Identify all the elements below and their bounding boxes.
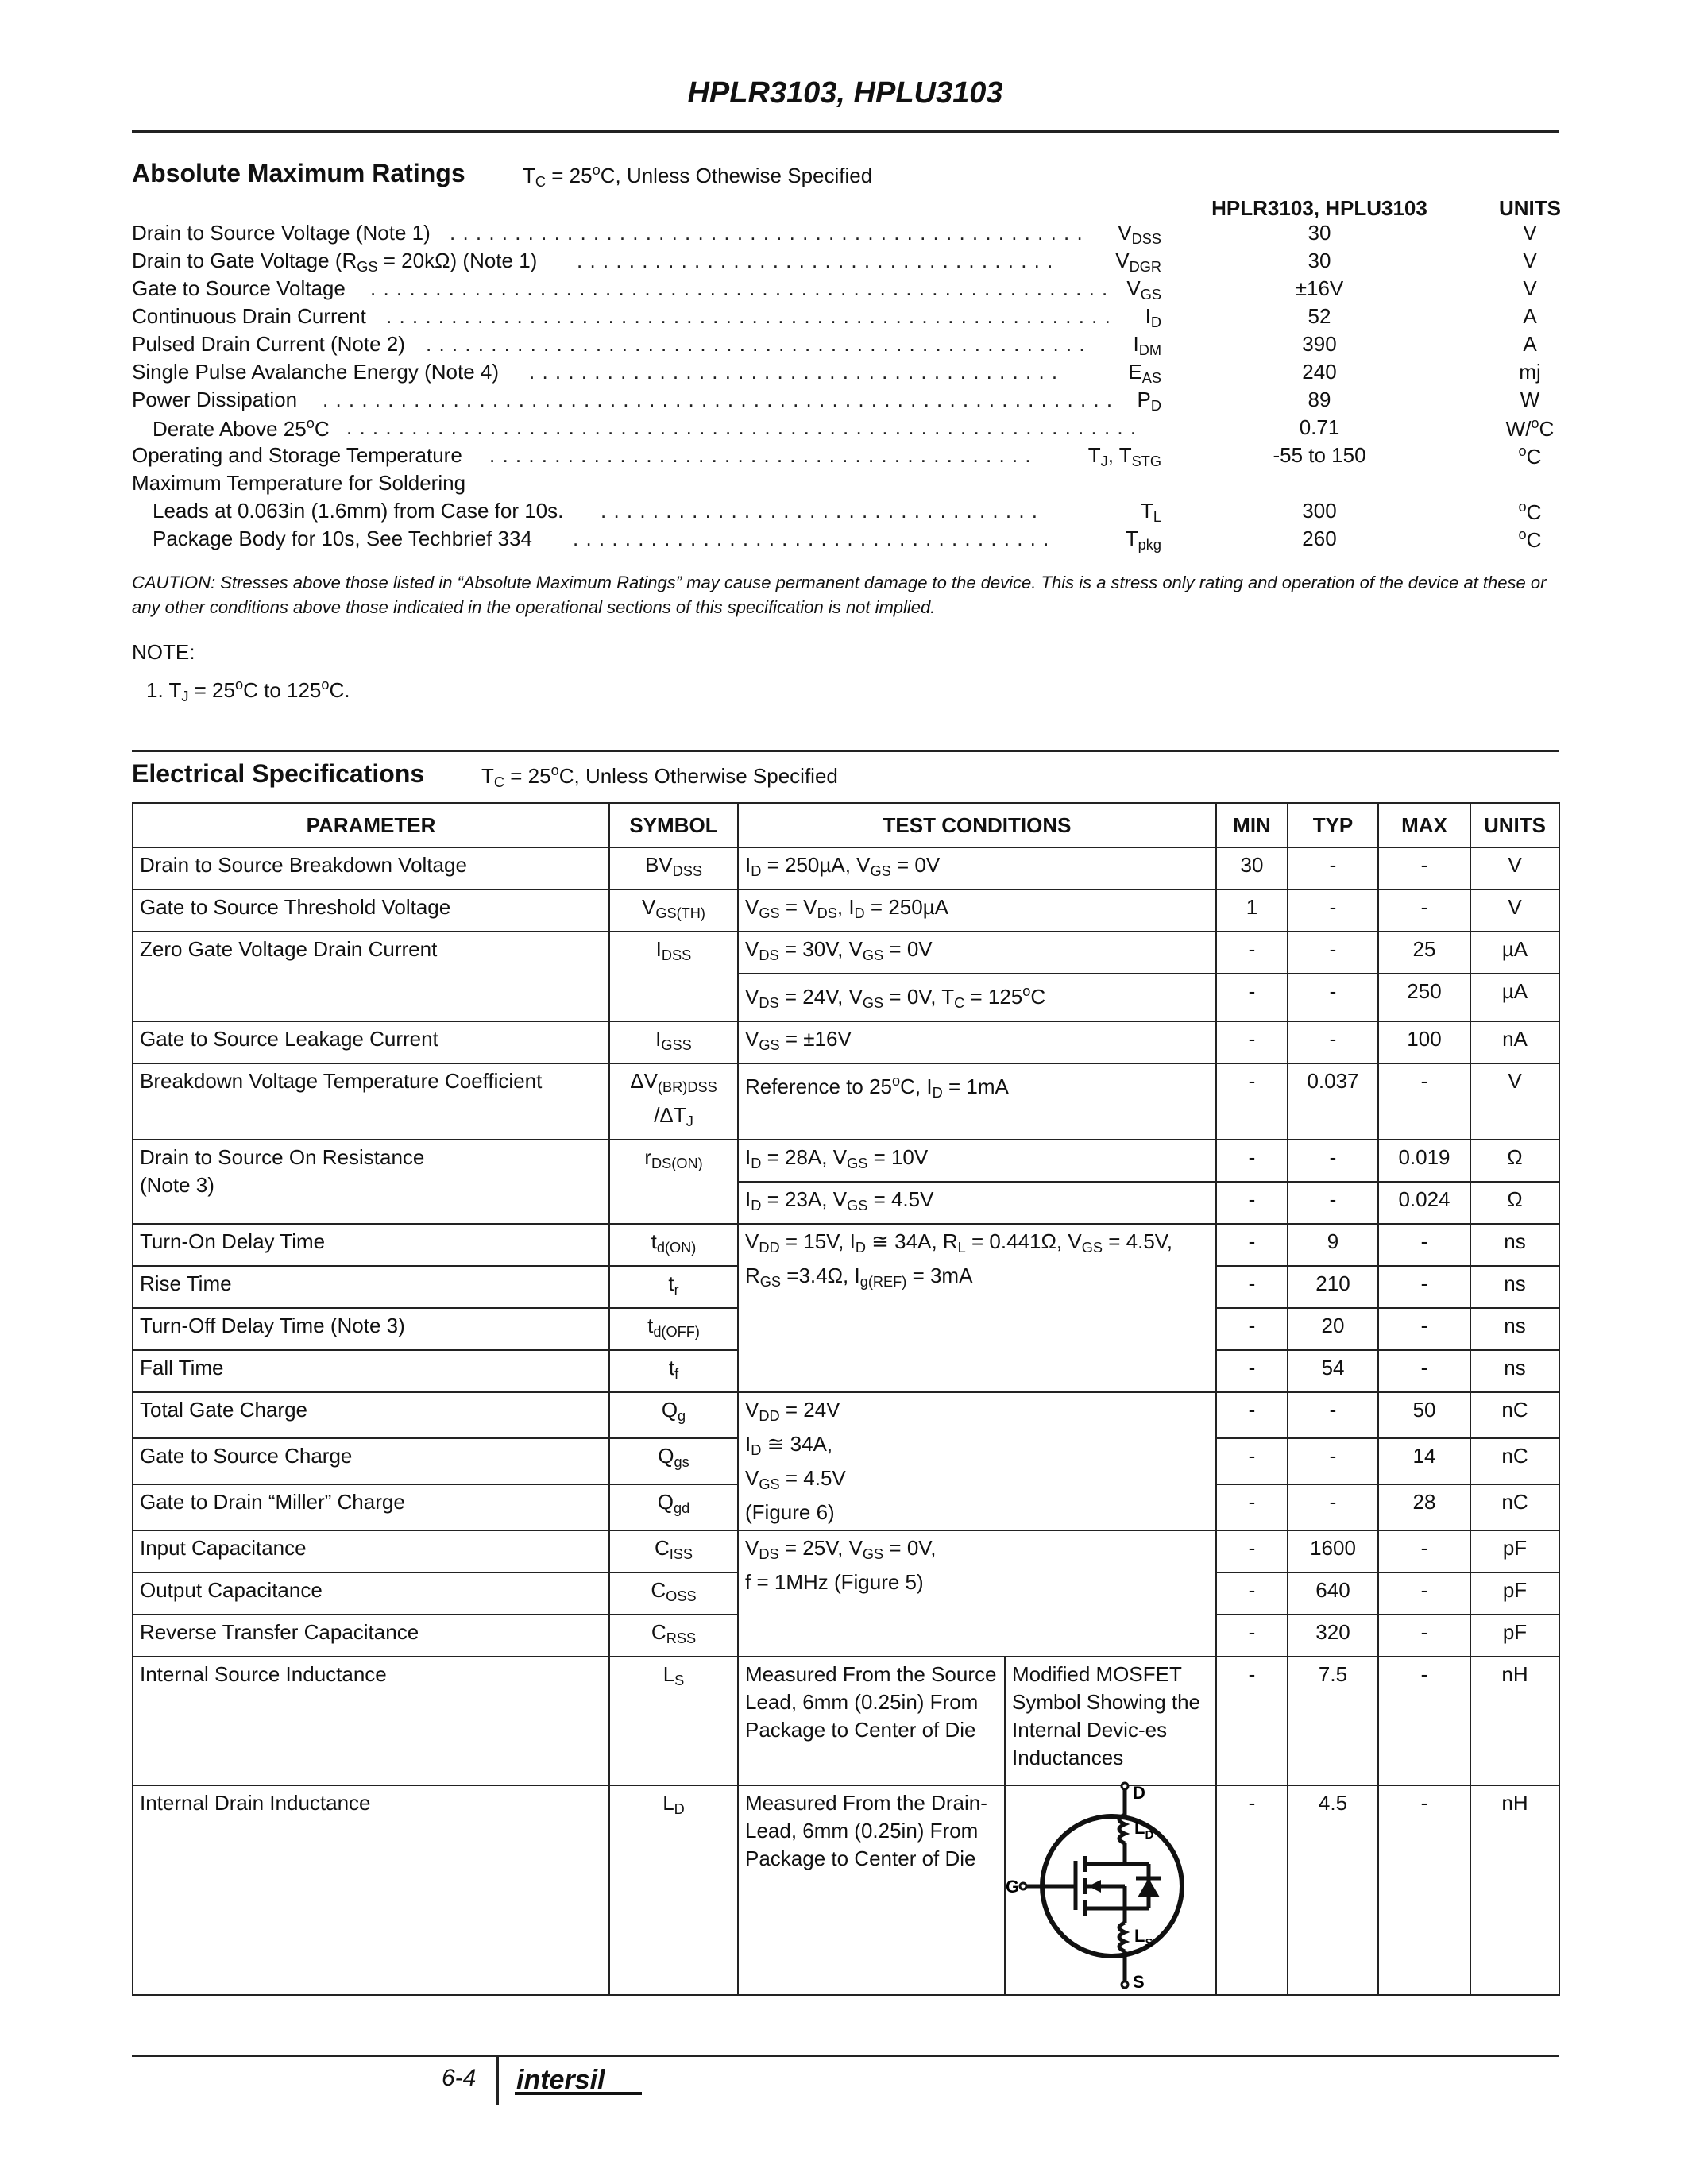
typ-cell: 0.037 [1288,1063,1378,1140]
amr-row: Drain to Gate Voltage $(R_{GS} = 20k\Omega)$ (Note 1) . . . . . . . . . . . . . . . . . . . . . . . . . . . . . . . . . . . . . $V_{DGR}$ 30 V [132,249,1559,276]
min-cell: - [1216,1063,1288,1140]
condition-cell [738,1657,1216,1785]
amr-label: Gate to Source Voltage [132,276,346,300]
table-row [133,1063,1559,1140]
max-cell: 0.019 [1378,1140,1470,1182]
amr-value: ±16V [1295,276,1344,300]
mosfet-label-s: S [1133,1972,1145,1992]
min-cell: - [1216,1182,1288,1224]
amr-unit: mj [1519,360,1541,384]
max-cell: - [1378,1657,1470,1785]
max-cell: - [1378,1266,1470,1308]
amr-value: 30 [1308,249,1331,272]
note-label: NOTE: [132,640,195,664]
unit-cell: V [1470,889,1559,932]
col-header: MAX [1378,803,1470,847]
amr-value: 300 [1302,499,1337,523]
typ-cell: 54 [1288,1350,1378,1392]
amr-title: Absolute Maximum Ratings [132,159,465,187]
table-row [133,1140,1559,1182]
amr-label: Maximum Temperature for Soldering [132,471,466,495]
param-cell: Turn-On Delay Time [133,1224,609,1266]
symbol-cell: $Q_g$ [609,1392,738,1438]
condition-cell: $V_{DD} = 24V$ $I_D$ ≅ 34A, $V_{GS} = 4.5V$ (Figure 6) [738,1392,1216,1530]
min-cell: - [1216,1657,1288,1785]
typ-cell: 1600 [1288,1530,1378,1572]
typ-cell: 20 [1288,1308,1378,1350]
col-header: SYMBOL [609,803,738,847]
param-cell: Fall Time [133,1350,609,1392]
amr-label: Power Dissipation [132,388,298,411]
typ-cell: - [1288,1392,1378,1438]
condition-cell [738,1785,1216,1995]
typ-cell: 7.5 [1288,1657,1378,1785]
amr-symbol: $V_{GS}$ [1126,276,1161,303]
amr-label: Drain to Source Voltage (Note 1) [132,221,431,245]
unit-cell: Ω [1470,1140,1559,1182]
symbol-cell: $\Delta V_{(BR)DSS}$ $/\Delta T_J$ [609,1063,738,1140]
unit-cell: pF [1470,1530,1559,1572]
max-cell: - [1378,1063,1470,1140]
unit-cell: µA [1470,974,1559,1021]
symbol-cell: $C_{OSS}$ [609,1572,738,1615]
amr-row: Derate Above 25$^o$C . . . . . . . . . . . . . . . . . . . . . . . . . . . . . . . . . . . . . . . . . . . . . . . . . . . . . . . . . . . . . 0.71 W/$^o$C [132,415,1559,443]
condition-cell: $V_{DS} = 25V$, $V_{GS} = 0V$, f = 1MHz (Figure 5) [738,1530,1216,1657]
amr-row: Operating and Storage Temperature . . . . . . . . . . . . . . . . . . . . . . . . . . . . . . . . . . . . . . . . . . $T_J$, $T_{STG}$ -55 to 150 $^o$C [132,443,1559,471]
condition-cell: $V_{DS} = 30V$, $V_{GS} = 0V$ [738,932,1216,974]
unit-cell: ns [1470,1350,1559,1392]
unit-cell: V [1470,847,1559,889]
param-cell: Gate to Source Leakage Current [133,1021,609,1063]
amr-symbol: $E_{AS}$ [1128,360,1161,386]
amr-row: Leads at 0.063in (1.6mm) from Case for 10s. . . . . . . . . . . . . . . . . . . . . . . . . . . . . . . . . . . $T_L$ 300 $^o$C [132,499,1559,527]
amr-symbol: $I_{DM}$ [1133,332,1161,358]
amr-label: Derate Above 25$^o$C [153,415,330,441]
param-cell: Gate to Source Charge [133,1438,609,1484]
max-cell: 250 [1378,974,1470,1021]
unit-cell: V [1470,1063,1559,1140]
typ-cell: - [1288,889,1378,932]
amr-symbol: $P_D$ [1137,388,1161,414]
table-row [133,889,1559,932]
max-cell: 25 [1378,932,1470,974]
ld-condition: Measured From the Drain-Lead, 6mm (0.25in) From Package to Center of Die [739,1786,1006,1994]
mosfet-label-ls: $L_S$ [1134,1926,1153,1950]
symbol-cell: $t_f$ [609,1350,738,1392]
typ-cell: - [1288,932,1378,974]
table-row [133,1530,1559,1572]
amr-value: 30 [1308,221,1331,245]
param-cell: Rise Time [133,1266,609,1308]
mosfet-symbol-caption: Modified MOSFET Symbol Showing the Internal Devic-es Inductances [1012,1662,1201,1769]
header-rule [132,130,1559,133]
amr-symbol: $T_{pkg}$ [1125,527,1161,553]
min-cell: - [1216,1484,1288,1530]
param-cell: Turn-Off Delay Time (Note 3) [133,1308,609,1350]
param-cell: Reverse Transfer Capacitance [133,1615,609,1657]
param-cell: Total Gate Charge [133,1392,609,1438]
unit-cell: nC [1470,1484,1559,1530]
symbol-cell: $BV_{DSS}$ [609,847,738,889]
typ-cell: 4.5 [1288,1785,1378,1995]
unit-cell: µA [1470,932,1559,974]
footer-rule [132,2055,1559,2057]
min-cell: - [1216,1308,1288,1350]
electrical-spec-table [132,802,1560,1996]
amr-label: Single Pulse Avalanche Energy (Note 4) [132,360,500,384]
min-cell: - [1216,1140,1288,1182]
max-cell: - [1378,847,1470,889]
param-cell: Input Capacitance [133,1530,609,1572]
max-cell: 14 [1378,1438,1470,1484]
max-cell: - [1378,1530,1470,1572]
amr-label: Leads at 0.063in (1.6mm) from Case for 10s. [153,499,564,523]
table-row [133,932,1559,974]
condition-cell: $V_{DD} = 15V$, $I_D$ ≅ 34A, $R_L = 0.441\Omega$, $V_{GS} = 4.5V$, $R_{GS} =3.4\Omega$, $I_{g(REF)} = 3mA$ [738,1224,1216,1392]
min-cell: - [1216,1438,1288,1484]
condition-cell: $I_D = 23A$, $V_{GS} = 4.5V$ [738,1182,1216,1224]
section-rule [132,750,1559,752]
amr-unit: V [1523,249,1537,272]
amr-row [132,471,1559,499]
table-row [133,1785,1559,1995]
symbol-cell: $r_{DS(ON)}$ [609,1140,738,1224]
col-header: TYP [1288,803,1378,847]
amr-value: 260 [1302,527,1337,550]
amr-row: Continuous Drain Current . . . . . . . . . . . . . . . . . . . . . . . . . . . . . . . . . . . . . . . . . . . . . . . . . . . . . . . . $I_D$ 52 A [132,304,1559,332]
symbol-cell: $I_{DSS}$ [609,932,738,1021]
param-cell: Gate to Drain “Miller” Charge [133,1484,609,1530]
amr-row: Pulsed Drain Current (Note 2) . . . . . . . . . . . . . . . . . . . . . . . . . . . . . . . . . . . . . . . . . . . . . . . . . . . $I_{DM}$ 390 A [132,332,1559,360]
unit-cell: nH [1470,1657,1559,1785]
amr-unit: V [1523,221,1537,245]
unit-cell: pF [1470,1615,1559,1657]
col-header: PARAMETER [133,803,609,847]
max-cell: - [1378,1308,1470,1350]
min-cell: - [1216,1392,1288,1438]
col-header: MIN [1216,803,1288,847]
unit-cell: nC [1470,1438,1559,1484]
amr-value: -55 to 150 [1273,443,1366,467]
typ-cell: - [1288,1182,1378,1224]
amr-symbol: $T_J$, $T_{STG}$ [1087,443,1161,469]
symbol-cell: $t_{d(OFF)}$ [609,1308,738,1350]
condition-cell: $V_{GS} = \pm 16V$ [738,1021,1216,1063]
amr-label: Drain to Gate Voltage $(R_{GS} = 20k\Omega)$ (Note 1) [132,249,538,275]
min-cell: - [1216,974,1288,1021]
mosfet-label-d: D [1133,1783,1145,1803]
unit-cell: pF [1470,1572,1559,1615]
mosfet-symbol-icon [1006,1783,1214,1991]
unit-cell: Ω [1470,1182,1559,1224]
symbol-cell: $L_S$ [609,1657,738,1785]
min-cell: - [1216,1350,1288,1392]
min-cell: 30 [1216,847,1288,889]
table-row [133,1392,1559,1438]
footer-divider [496,2057,499,2105]
symbol-cell: $t_{d(ON)}$ [609,1224,738,1266]
amr-value: 52 [1308,304,1331,328]
condition-cell: $I_D = 250\mu A$, $V_{GS} = 0V$ [738,847,1216,889]
unit-cell: ns [1470,1266,1559,1308]
typ-cell: - [1288,974,1378,1021]
col-header: TEST CONDITIONS [738,803,1216,847]
typ-cell: - [1288,1484,1378,1530]
min-cell: - [1216,1224,1288,1266]
max-cell: - [1378,1350,1470,1392]
amr-row: Package Body for 10s, See Techbrief 334 . . . . . . . . . . . . . . . . . . . . . . . . . . . . . . . . . . . . . $T_{pkg}$ 260 $^o$C [132,527,1559,554]
min-cell: - [1216,1615,1288,1657]
amr-unit: W [1520,388,1540,411]
amr-unit: A [1523,332,1537,356]
min-cell: - [1216,1530,1288,1572]
intersil-logo [513,2065,656,2109]
amr-col-units: UNITS [1499,196,1561,220]
amr-label: Operating and Storage Temperature [132,443,462,467]
mosfet-label-g: G [1006,1877,1020,1897]
typ-cell: - [1288,1438,1378,1484]
param-cell: Drain to Source Breakdown Voltage [133,847,609,889]
amr-symbol: $I_D$ [1145,304,1161,330]
caution-text: CAUTION: Stresses above those listed in “Absolute Maximum Ratings” may cause permanent damage to the device. This is a stress only rating and operation of the device at these or any other conditions above those indicated in the operational sections of this specification is not implied. [132,573,1547,617]
typ-cell: - [1288,847,1378,889]
condition-cell: Reference to 25$^o$C, $I_D = 1mA$ [738,1063,1216,1140]
typ-cell: 640 [1288,1572,1378,1615]
typ-cell: 9 [1288,1224,1378,1266]
amr-symbol: $T_L$ [1140,499,1161,525]
typ-cell: 320 [1288,1615,1378,1657]
table-header-row [133,803,1559,847]
max-cell: 100 [1378,1021,1470,1063]
unit-cell: ns [1470,1224,1559,1266]
symbol-cell: $C_{RSS}$ [609,1615,738,1657]
unit-cell: nH [1470,1785,1559,1995]
ls-condition: Measured From the Source Lead, 6mm (0.25in) From Package to Center of Die [739,1657,1006,1785]
param-cell: Breakdown Voltage Temperature Coefficient [133,1063,609,1140]
amr-row: Gate to Source Voltage . . . . . . . . . . . . . . . . . . . . . . . . . . . . . . . . . . . . . . . . . . . . . . . . . . . . . . . . . $V_{GS}$ ±16V V [132,276,1559,304]
col-header: UNITS [1470,803,1559,847]
symbol-cell: $V_{GS(TH)}$ [609,889,738,932]
table-row [133,1021,1559,1063]
amr-unit: $^o$C [1518,443,1542,469]
table-row [133,1657,1559,1785]
amr-label: Continuous Drain Current [132,304,366,328]
min-cell: - [1216,1785,1288,1995]
condition-cell: $V_{GS} = V_{DS}$, $I_D = 250\mu A$ [738,889,1216,932]
amr-value: 89 [1308,388,1331,411]
param-cell: Internal Drain Inductance [133,1785,609,1995]
symbol-cell: $L_D$ [609,1785,738,1995]
amr-value: 390 [1302,332,1337,356]
amr-unit: A [1523,304,1537,328]
max-cell: 28 [1378,1484,1470,1530]
amr-condition: $T_C = 25^oC$, Unless Othewise Specified [523,162,873,190]
amr-symbol: $V_{DSS}$ [1118,221,1161,247]
amr-row: Drain to Source Voltage (Note 1) . . . . . . . . . . . . . . . . . . . . . . . . . . . . . . . . . . . . . . . . . . . . . . . . . $V_{DSS}$ 30 V [132,221,1559,249]
amr-unit: V [1523,276,1537,300]
page-header-title: HPLR3103, HPLU3103 [687,76,1003,110]
amr-unit: $^o$C [1518,527,1542,552]
amr-row: Power Dissipation . . . . . . . . . . . . . . . . . . . . . . . . . . . . . . . . . . . . . . . . . . . . . . . . . . . . . . . . . . . . . $P_D$ 89 W [132,388,1559,415]
symbol-cell: $t_r$ [609,1266,738,1308]
max-cell: - [1378,1785,1470,1995]
symbol-cell: $Q_{gs}$ [609,1438,738,1484]
param-cell: Output Capacitance [133,1572,609,1615]
typ-cell: - [1288,1140,1378,1182]
amr-unit: $^o$C [1518,499,1542,524]
max-cell: 50 [1378,1392,1470,1438]
min-cell: - [1216,932,1288,974]
typ-cell: - [1288,1021,1378,1063]
param-cell: Gate to Source Threshold Voltage [133,889,609,932]
es-title: Electrical Specifications [132,759,425,788]
page-number: 6-4 [442,2065,477,2091]
typ-cell: 210 [1288,1266,1378,1308]
condition-cell: $I_D = 28A$, $V_{GS} = 10V$ [738,1140,1216,1182]
max-cell: - [1378,1615,1470,1657]
mosfet-symbol [1006,1783,1215,1994]
mosfet-label-ld: $L_D$ [1134,1818,1154,1842]
unit-cell: ns [1470,1308,1559,1350]
svg-text:intersil: intersil [516,2065,605,2095]
symbol-cell: $C_{ISS}$ [609,1530,738,1572]
amr-label: Package Body for 10s, See Techbrief 334 [153,527,532,550]
symbol-cell: $Q_{gd}$ [609,1484,738,1530]
amr-value: 240 [1302,360,1337,384]
unit-cell: nA [1470,1021,1559,1063]
param-cell: Internal Source Inductance [133,1657,609,1785]
unit-cell: nC [1470,1392,1559,1438]
note-item-1: 1. $T_J = 25^oC$ to 125$^o$C. [146,677,350,704]
symbol-cell: $I_{GSS}$ [609,1021,738,1063]
min-cell: - [1216,1572,1288,1615]
es-condition: $T_C = 25^oC$, Unless Otherwise Specified [481,762,838,790]
max-cell: 0.024 [1378,1182,1470,1224]
amr-symbol: $V_{DGR}$ [1115,249,1161,275]
amr-unit: W/$^o$C [1505,415,1555,441]
max-cell: - [1378,889,1470,932]
min-cell: - [1216,1266,1288,1308]
intersil-logo-icon [513,2065,656,2105]
min-cell: 1 [1216,889,1288,932]
param-cell: Drain to Source On Resistance (Note 3) [133,1140,609,1224]
max-cell: - [1378,1224,1470,1266]
amr-label: Pulsed Drain Current (Note 2) [132,332,405,356]
max-cell: - [1378,1572,1470,1615]
table-row [133,847,1559,889]
min-cell: - [1216,1021,1288,1063]
amr-row: Single Pulse Avalanche Energy (Note 4) . . . . . . . . . . . . . . . . . . . . . . . . . . . . . . . . . . . . . . . . . $E_{AS}$ 240 mj [132,360,1559,388]
param-cell: Zero Gate Voltage Drain Current [133,932,609,1021]
condition-cell: $V_{DS} = 24V$, $V_{GS} = 0V$, $T_C = 125^oC$ [738,974,1216,1021]
table-row [133,1224,1559,1266]
amr-value: 0.71 [1299,415,1340,439]
amr-col-part: HPLR3103, HPLU3103 [1211,196,1427,220]
